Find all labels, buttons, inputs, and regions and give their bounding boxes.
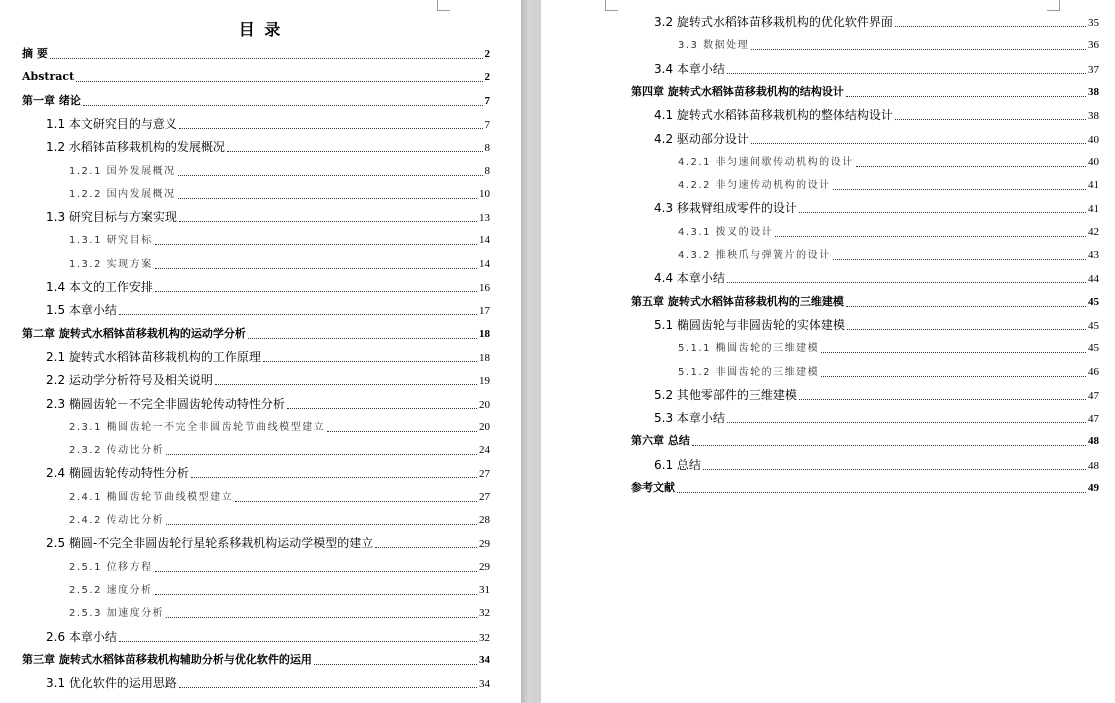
toc-entry-page: 45 bbox=[1088, 295, 1099, 308]
toc-entry[interactable] bbox=[22, 45, 490, 63]
toc-entry[interactable] bbox=[46, 278, 490, 296]
toc-entry-title: 5.1 椭圆齿轮与非圆齿轮的实体建模 bbox=[654, 317, 845, 332]
dot-leader bbox=[895, 118, 1086, 120]
toc-entry-title: 2.6 本章小结 bbox=[46, 629, 117, 644]
toc-entry-page: 43 bbox=[1088, 249, 1099, 261]
toc-entry-page: 38 bbox=[1088, 85, 1099, 98]
toc-entry-title: 4.3.2 推秧爪与弹簧片的设计 bbox=[678, 250, 831, 261]
toc-entry-page: 49 bbox=[1088, 482, 1099, 494]
page-gutter bbox=[521, 0, 541, 703]
dot-leader bbox=[179, 127, 483, 129]
toc-entry-title: 4.4 本章小结 bbox=[654, 271, 725, 286]
toc-entry-page: 42 bbox=[1088, 225, 1099, 238]
dot-leader bbox=[799, 211, 1086, 213]
toc-entry-page: 34 bbox=[479, 678, 490, 691]
toc-entry-title: Abstract bbox=[22, 70, 75, 84]
dot-leader bbox=[119, 640, 477, 642]
dot-leader bbox=[191, 476, 477, 478]
toc-entry[interactable] bbox=[678, 223, 1099, 241]
toc-entry-page: 48 bbox=[1088, 459, 1099, 472]
toc-entry-page: 40 bbox=[1088, 155, 1099, 168]
toc-entry[interactable] bbox=[631, 83, 1099, 101]
dot-leader bbox=[327, 430, 477, 432]
toc-entry-title: 2.5 椭圆-不完全非圆齿轮行星轮系移栽机构运动学模型的建立 bbox=[46, 536, 374, 551]
toc-entry[interactable] bbox=[654, 13, 1099, 31]
toc-entry-page: 47 bbox=[1088, 413, 1099, 426]
toc-entry[interactable] bbox=[69, 511, 490, 529]
dot-leader bbox=[83, 104, 483, 106]
toc-entry-page: 38 bbox=[1088, 110, 1099, 123]
toc-entry-title: 3.4 本章小结 bbox=[654, 61, 725, 76]
dot-leader bbox=[775, 235, 1086, 237]
toc-entry-title: 1.2.1 国外发展概况 bbox=[69, 165, 176, 177]
dot-leader bbox=[727, 281, 1086, 283]
dot-leader bbox=[833, 188, 1086, 190]
dot-leader bbox=[846, 305, 1086, 307]
toc-entry-title: 2.4.1 椭圆齿轮节曲线模型建立 bbox=[69, 491, 234, 503]
toc-entry[interactable] bbox=[46, 301, 490, 319]
toc-entry[interactable] bbox=[654, 269, 1099, 287]
toc-entry-title: 4.1 旋转式水稻钵苗移栽机构的整体结构设计 bbox=[654, 108, 893, 123]
toc-entry-page: 2 bbox=[484, 71, 490, 84]
toc-entry-title: 2.5.1 位移方程 bbox=[69, 561, 153, 573]
dot-leader bbox=[751, 48, 1086, 50]
toc-entry-title: 2.3.1 椭圆齿轮一不完全非圆齿轮节曲线模型建立 bbox=[69, 421, 326, 433]
toc-entry-page: 19 bbox=[479, 375, 490, 388]
toc-entry-title: 4.3 移栽臂组成零件的设计 bbox=[654, 201, 797, 216]
toc-entry[interactable] bbox=[69, 488, 490, 506]
toc-entry[interactable] bbox=[654, 386, 1099, 404]
toc-entry[interactable] bbox=[678, 176, 1099, 194]
toc-entry-title: 参考文献 bbox=[631, 481, 675, 494]
toc-entry-page: 17 bbox=[479, 305, 490, 318]
toc-entry-title: 1.3.2 实现方案 bbox=[69, 258, 153, 270]
dot-leader bbox=[692, 444, 1086, 446]
dot-leader bbox=[178, 174, 483, 176]
toc-entry[interactable] bbox=[46, 674, 490, 692]
dot-leader bbox=[703, 468, 1086, 470]
toc-entry[interactable] bbox=[654, 199, 1099, 217]
dot-leader bbox=[727, 421, 1086, 423]
margin-corner-mark bbox=[437, 0, 450, 11]
dot-leader bbox=[166, 523, 477, 525]
toc-entry-title: 第五章 旋转式水稻钵苗移栽机构的三维建模 bbox=[631, 294, 844, 308]
toc-entry-title: 第四章 旋转式水稻钵苗移栽机构的结构设计 bbox=[631, 84, 844, 98]
toc-entry[interactable] bbox=[654, 316, 1099, 334]
toc-entry-page: 24 bbox=[479, 444, 490, 457]
toc-entry-page: 27 bbox=[479, 468, 490, 481]
dot-leader bbox=[179, 686, 477, 688]
toc-entry[interactable] bbox=[22, 325, 490, 343]
toc-entry-title: 1.3.1 研究目标 bbox=[69, 235, 153, 247]
toc-entry-page: 45 bbox=[1088, 342, 1099, 355]
toc-entry-title: 2.5.3 加速度分析 bbox=[69, 608, 165, 620]
toc-entry-title: 1.4 本文的工作安排 bbox=[46, 280, 153, 294]
dot-leader bbox=[155, 243, 477, 245]
toc-entry-title: 4.3.1 拨叉的设计 bbox=[678, 226, 774, 238]
toc-entry-page: 32 bbox=[479, 631, 490, 644]
toc-entry[interactable] bbox=[678, 339, 1099, 357]
toc-entry[interactable] bbox=[46, 348, 490, 366]
toc-entry-page: 18 bbox=[479, 351, 490, 364]
dot-leader bbox=[799, 398, 1086, 400]
toc-entry[interactable] bbox=[654, 409, 1099, 427]
toc-entry-page: 20 bbox=[479, 398, 490, 411]
toc-entry-title: 4.2.2 非匀速传动机构的设计 bbox=[678, 180, 831, 192]
dot-leader bbox=[677, 491, 1086, 493]
document-page-left bbox=[0, 0, 521, 703]
toc-entry[interactable] bbox=[46, 395, 490, 413]
toc-entry-page: 14 bbox=[479, 234, 490, 247]
toc-entry-title: 4.2.1 非匀速间歇传动机构的设计 bbox=[678, 156, 854, 168]
dot-leader bbox=[833, 258, 1086, 260]
toc-entry-page: 29 bbox=[479, 560, 490, 573]
toc-entry[interactable] bbox=[46, 208, 490, 226]
dot-leader bbox=[76, 80, 482, 82]
toc-entry[interactable] bbox=[69, 418, 490, 436]
toc-entry-title: 第三章 旋转式水稻钵苗移栽机构辅助分析与优化软件的运用 bbox=[22, 652, 312, 666]
toc-entry-title: 5.2 其他零部件的三维建模 bbox=[654, 387, 797, 402]
dot-leader bbox=[821, 375, 1086, 377]
dot-leader bbox=[375, 546, 477, 548]
toc-entry-page: 29 bbox=[479, 538, 490, 551]
toc-entry[interactable] bbox=[69, 185, 490, 203]
toc-entry-page: 31 bbox=[479, 583, 490, 596]
toc-entry[interactable] bbox=[69, 162, 490, 180]
toc-entry-page: 36 bbox=[1088, 39, 1099, 52]
toc-entry-title: 2.5.2 速度分析 bbox=[69, 584, 153, 596]
dot-leader bbox=[248, 337, 477, 339]
dot-leader bbox=[155, 570, 477, 572]
toc-entry-page: 47 bbox=[1088, 389, 1099, 402]
toc-entry[interactable] bbox=[654, 60, 1099, 78]
toc-entry[interactable] bbox=[22, 651, 490, 669]
toc-entry-page: 32 bbox=[479, 607, 490, 620]
toc-entry-page: 40 bbox=[1088, 133, 1099, 146]
toc-entry[interactable] bbox=[69, 558, 490, 576]
toc-entry-page: 34 bbox=[479, 653, 490, 666]
dot-leader bbox=[727, 72, 1086, 74]
toc-entry[interactable] bbox=[22, 68, 490, 86]
dot-leader bbox=[821, 351, 1086, 353]
toc-entry-page: 18 bbox=[479, 327, 490, 340]
toc-entry[interactable] bbox=[654, 106, 1099, 124]
toc-entry[interactable] bbox=[678, 36, 1099, 54]
toc-entry-page: 20 bbox=[479, 420, 490, 433]
dot-leader bbox=[155, 290, 477, 292]
dot-leader bbox=[263, 360, 477, 362]
toc-entry[interactable] bbox=[69, 441, 490, 459]
toc-entry-title: 1.1 本文研究目的与意义 bbox=[46, 116, 177, 131]
dot-leader bbox=[751, 142, 1086, 144]
margin-corner-mark bbox=[1047, 0, 1060, 11]
margin-corner-mark bbox=[605, 0, 618, 11]
dot-leader bbox=[119, 313, 477, 315]
toc-entry[interactable] bbox=[69, 581, 490, 599]
dot-leader bbox=[895, 25, 1086, 27]
toc-entry-title: 5.1.1 椭圆齿轮的三维建模 bbox=[678, 343, 820, 355]
toc-entry[interactable] bbox=[631, 479, 1099, 497]
toc-entry-page: 37 bbox=[1088, 63, 1099, 76]
toc-entry[interactable] bbox=[46, 115, 490, 133]
toc-entry[interactable] bbox=[46, 371, 490, 389]
toc-entry-page: 35 bbox=[1088, 17, 1099, 29]
toc-entry-title: 5.3 本章小结 bbox=[654, 411, 725, 426]
toc-entry-page: 41 bbox=[1088, 203, 1099, 216]
dot-leader bbox=[215, 383, 477, 385]
toc-entry[interactable] bbox=[69, 604, 490, 622]
toc-entry[interactable] bbox=[46, 628, 490, 646]
toc-entry[interactable] bbox=[678, 153, 1099, 171]
toc-entry-title: 第一章 绪论 bbox=[22, 93, 81, 107]
toc-entry-title: 摘 要 bbox=[22, 47, 48, 60]
toc-entry-page: 14 bbox=[479, 257, 490, 270]
toc-entry-title: 第六章 总结 bbox=[631, 434, 690, 448]
dot-leader bbox=[235, 500, 477, 502]
toc-entry-page: 8 bbox=[484, 142, 490, 155]
toc-entry[interactable] bbox=[69, 231, 490, 249]
toc-entry-page: 7 bbox=[484, 118, 490, 131]
toc-entry-title: 3.3 数据处理 bbox=[678, 40, 750, 52]
toc-entry-page: 46 bbox=[1088, 365, 1099, 378]
toc-entry-title: 3.2 旋转式水稻钵苗移栽机构的优化软件界面 bbox=[654, 15, 893, 29]
toc-entry-title: 2.3.2 传动比分析 bbox=[69, 445, 165, 457]
toc-entry[interactable] bbox=[22, 92, 490, 110]
dot-leader bbox=[166, 616, 477, 618]
toc-entry[interactable] bbox=[654, 456, 1099, 474]
toc-entry-page: 28 bbox=[479, 514, 490, 526]
dot-leader bbox=[287, 407, 477, 409]
dot-leader bbox=[155, 593, 477, 595]
toc-entry[interactable] bbox=[678, 363, 1099, 381]
toc-entry[interactable] bbox=[46, 534, 490, 552]
toc-title: 目 录 bbox=[238, 20, 283, 39]
toc-entry-title: 1.5 本章小结 bbox=[46, 303, 117, 318]
toc-entry-title: 6.1 总结 bbox=[654, 457, 701, 472]
dot-leader bbox=[50, 57, 483, 59]
toc-entry-title: 1.3 研究目标与方案实现 bbox=[46, 210, 177, 225]
toc-entry-page: 10 bbox=[479, 187, 490, 200]
toc-entry-title: 第二章 旋转式水稻钵苗移栽机构的运动学分析 bbox=[22, 326, 246, 340]
toc-entry-page: 13 bbox=[479, 212, 490, 225]
dot-leader bbox=[179, 220, 477, 222]
toc-entry-title: 1.2.2 国内发展概况 bbox=[69, 188, 176, 200]
toc-entry[interactable] bbox=[46, 138, 490, 156]
toc-entry-page: 7 bbox=[484, 94, 490, 107]
toc-entry-page: 41 bbox=[1088, 179, 1099, 192]
toc-entry[interactable] bbox=[631, 432, 1099, 450]
toc-entry-title: 1.2 水稻钵苗移栽机构的发展概况 bbox=[46, 140, 225, 155]
dot-leader bbox=[847, 328, 1086, 330]
toc-entry-page: 44 bbox=[1088, 273, 1099, 286]
toc-entry-page: 16 bbox=[479, 282, 490, 294]
toc-entry[interactable] bbox=[46, 464, 490, 482]
dot-leader bbox=[227, 150, 483, 152]
dot-leader bbox=[155, 267, 477, 269]
dot-leader bbox=[314, 663, 477, 665]
toc-entry-title: 2.4 椭圆齿轮传动特性分析 bbox=[46, 466, 189, 481]
dot-leader bbox=[166, 453, 477, 455]
toc-entry-title: 2.3 椭圆齿轮－不完全非圆齿轮传动特性分析 bbox=[46, 396, 285, 411]
toc-entry-page: 48 bbox=[1088, 435, 1099, 448]
toc-entry-page: 27 bbox=[479, 490, 490, 503]
document-page-right bbox=[541, 0, 1115, 703]
toc-entry[interactable] bbox=[678, 246, 1099, 264]
dot-leader bbox=[846, 95, 1086, 97]
toc-entry-page: 8 bbox=[484, 164, 490, 177]
toc-entry-page: 2 bbox=[484, 48, 490, 60]
toc-entry-title: 2.4.2 传动比分析 bbox=[69, 515, 165, 526]
toc-entry-title: 2.2 运动学分析符号及相关说明 bbox=[46, 373, 213, 388]
dot-leader bbox=[856, 165, 1086, 167]
toc-entry[interactable] bbox=[69, 255, 490, 273]
toc-entry-title: 3.1 优化软件的运用思路 bbox=[46, 676, 177, 691]
toc-entry-title: 5.1.2 非圆齿轮的三维建模 bbox=[678, 366, 820, 378]
toc-entry[interactable] bbox=[654, 130, 1099, 148]
toc-entry-page: 45 bbox=[1088, 319, 1099, 332]
toc-entry[interactable] bbox=[631, 293, 1099, 311]
toc-entry-title: 2.1 旋转式水稻钵苗移栽机构的工作原理 bbox=[46, 349, 261, 364]
dot-leader bbox=[178, 197, 477, 199]
toc-entry-title: 4.2 驱动部分设计 bbox=[654, 131, 749, 146]
